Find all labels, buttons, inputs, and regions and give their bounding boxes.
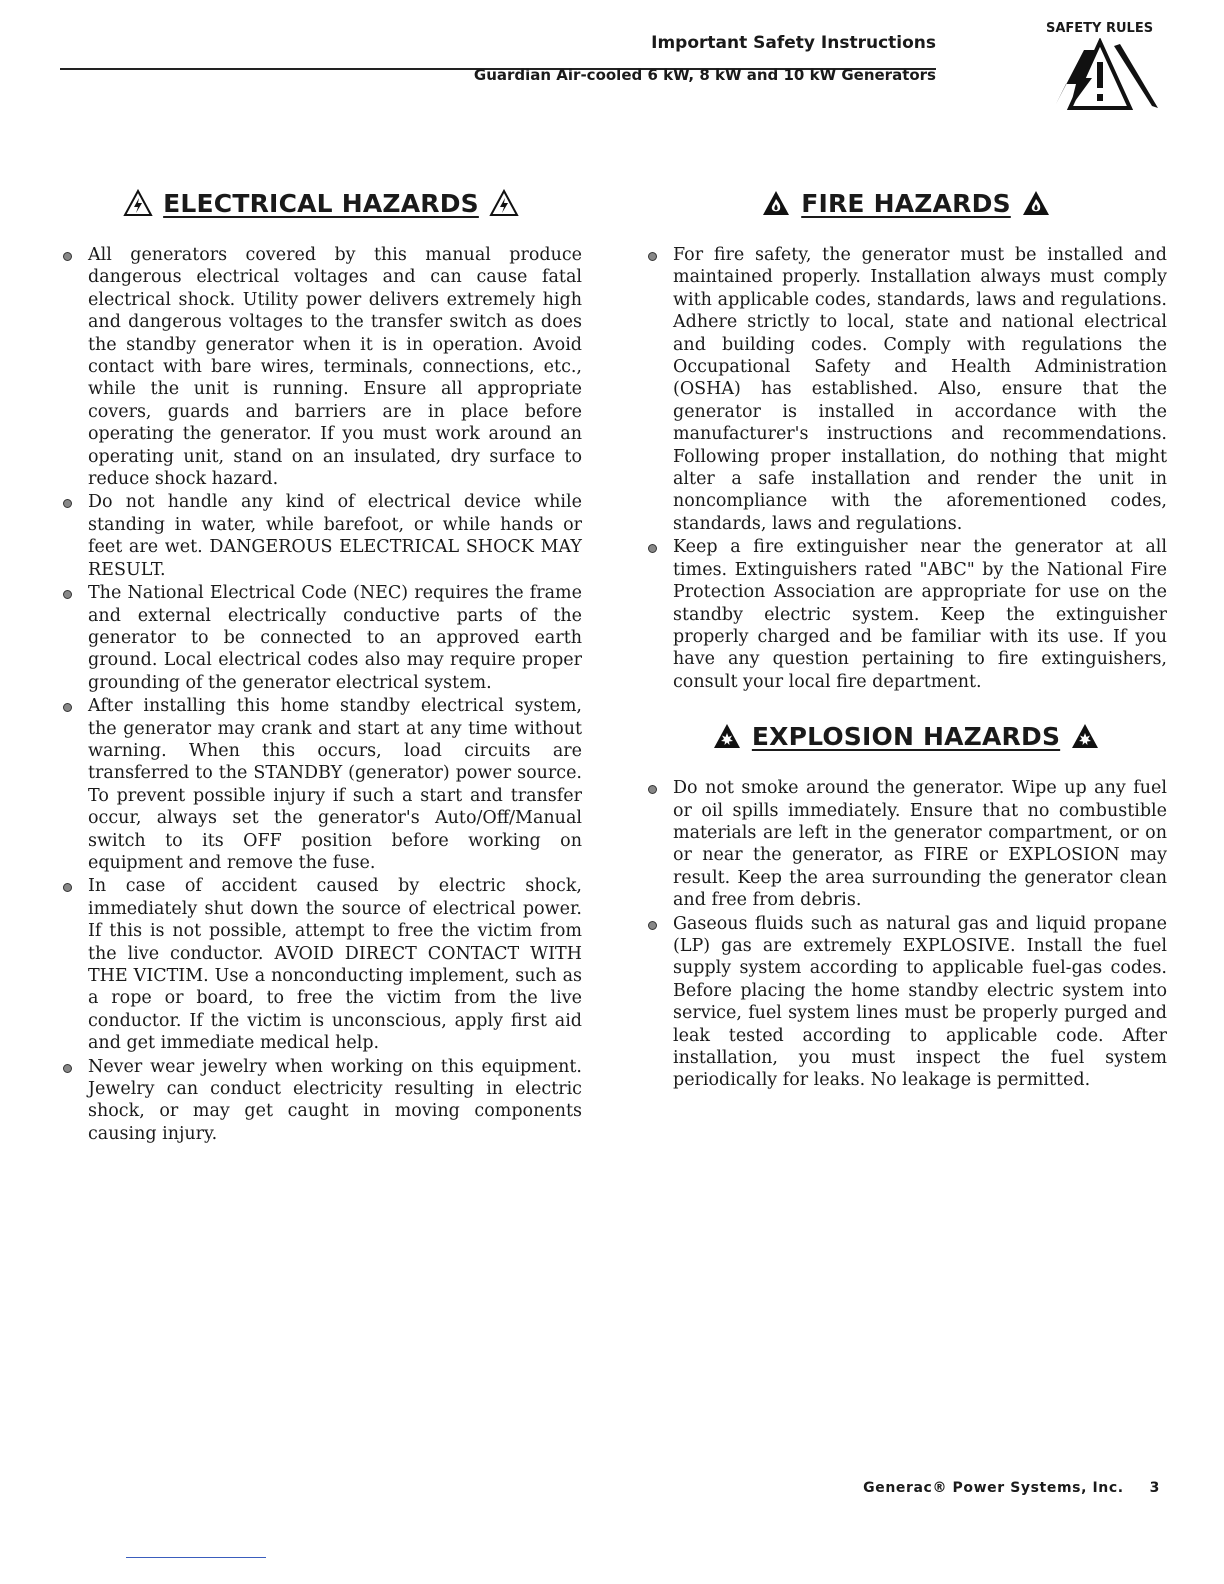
safety-alert-icon bbox=[1042, 38, 1162, 112]
safety-rules-label: SAFETY RULES bbox=[1046, 21, 1154, 36]
list-item: For fire safety, the generator must be installed and maintained properly. Installation always must comply with applicable codes, standards, laws and regulations. Adhere strictly to local, state and national electrical and building codes. Comply with regulations the Occupational Safety and Health Administration (OSHA) has established. Also, ensure that the generator is installed in accordance with the manufacturer's instructions and recommendations. Following proper installation, do nothing that might alter a safe installation and render the unit in noncompliance with the aforementioned codes, standards, laws and regulations. bbox=[645, 244, 1167, 535]
list-item: Do not handle any kind of electrical device while standing in water, while barefoot, or while hands or feet are wet. DANGEROUS ELECTRICAL SHOCK MAY RESULT. bbox=[60, 491, 582, 581]
fire-warning-icon bbox=[1021, 189, 1051, 217]
footer-company: Generac® Power Systems, Inc. bbox=[863, 1480, 1124, 1496]
electric-warning-icon bbox=[123, 189, 153, 217]
electrical-hazards-heading bbox=[60, 180, 582, 226]
explosion-warning-icon bbox=[1070, 722, 1100, 750]
fire-warning-icon bbox=[761, 189, 791, 217]
electric-warning-icon bbox=[489, 189, 519, 217]
list-item: After installing this home standby electrical system, the generator may crank and start at any time without warning. When this occurs, load circuits are transferred to the STANDBY (generator) power source. To prevent possible injury if such a start and transfer occur, always set the generator's Auto/Off/Manual switch to its OFF position before working on equipment and remove the fuse. bbox=[60, 695, 582, 874]
header-title: Important Safety Instructions bbox=[651, 33, 936, 53]
fire-hazards-list bbox=[645, 244, 1167, 693]
bullet-icon bbox=[63, 703, 72, 712]
bullet-icon bbox=[648, 785, 657, 794]
list-item: The National Electrical Code (NEC) requires the frame and external electrically conductive parts of the generator to be connected to an approved earth ground. Local electrical codes also may require proper grounding of the generator electrical system. bbox=[60, 582, 582, 694]
right-column bbox=[645, 180, 1167, 1093]
page-footer bbox=[863, 1480, 1160, 1496]
electrical-hazards-section bbox=[60, 180, 582, 1146]
list-item: Do not smoke around the generator. Wipe up any fuel or oil spills immediately. Ensure that no combustible materials are left in the generator compartment, or on or near the generator, as FIRE or EXPLOSION may result. Keep the area surrounding the generator clean and free from debris. bbox=[645, 777, 1167, 911]
bullet-icon bbox=[63, 499, 72, 508]
fire-hazards-title: FIRE HAZARDS bbox=[801, 188, 1011, 218]
header-subtitle: Guardian Air-cooled 6 kW, 8 kW and 10 kW Generators bbox=[473, 66, 936, 84]
list-item: All generators covered by this manual produce dangerous electrical voltages and can cause fatal electrical shock. Utility power delivers extremely high and dangerous voltages to the transfer switch as does the standby generator when it is in operation. Avoid contact with bare wires, terminals, connections, etc., while the unit is running. Ensure all appropriate covers, guards and barriers are in place before operating the generator. If you must work around an operating unit, stand on an insulated, dry surface to reduce shock hazard. bbox=[60, 244, 582, 490]
list-item: Never wear jewelry when working on this equipment. Jewelry can conduct electricity resulting in electric shock, or may get caught in moving components causing injury. bbox=[60, 1056, 582, 1146]
electrical-hazards-list bbox=[60, 244, 582, 1145]
explosion-hazards-list bbox=[645, 777, 1167, 1092]
bullet-icon bbox=[63, 252, 72, 261]
bullet-icon bbox=[63, 1064, 72, 1073]
explosion-hazards-title: EXPLOSION HAZARDS bbox=[751, 721, 1061, 751]
list-item: Gaseous fluids such as natural gas and liquid propane (LP) gas are extremely EXPLOSIVE. Install the fuel supply system according to applicable fuel-gas codes. Before placing the home standby electric system into service, fuel system lines must be properly purged and leak tested according to applicable code. After installation, you must inspect the fuel system periodically for leaks. No leakage is permitted. bbox=[645, 913, 1167, 1092]
bullet-icon bbox=[648, 544, 657, 553]
fire-hazards-heading bbox=[645, 180, 1167, 226]
page-number: 3 bbox=[1149, 1480, 1160, 1496]
electrical-hazards-title: ELECTRICAL HAZARDS bbox=[163, 188, 479, 218]
bullet-icon bbox=[63, 883, 72, 892]
bullet-icon bbox=[63, 590, 72, 599]
bullet-icon bbox=[648, 921, 657, 930]
bullet-icon bbox=[648, 252, 657, 261]
explosion-hazards-heading bbox=[645, 713, 1167, 759]
explosion-hazards-section bbox=[645, 713, 1167, 1092]
bottom-rule bbox=[126, 1557, 266, 1558]
list-item: In case of accident caused by electric shock, immediately shut down the source of electrical power. If this is not possible, attempt to free the victim from the live conductor. AVOID DIRECT CONTACT WITH THE VICTIM. Use a nonconducting implement, such as a rope or board, to free the victim from the live conductor. If the victim is unconscious, apply first aid and get immediate medical help. bbox=[60, 875, 582, 1054]
explosion-warning-icon bbox=[712, 722, 742, 750]
list-item: Keep a fire extinguisher near the generator at all times. Extinguishers rated "ABC" by the National Fire Protection Association are appropriate for use on the standby electric system. Keep the extinguisher properly charged and be familiar with its use. If you have any question pertaining to fire extinguishers, consult your local fire department. bbox=[645, 536, 1167, 693]
fire-hazards-section bbox=[645, 180, 1167, 693]
